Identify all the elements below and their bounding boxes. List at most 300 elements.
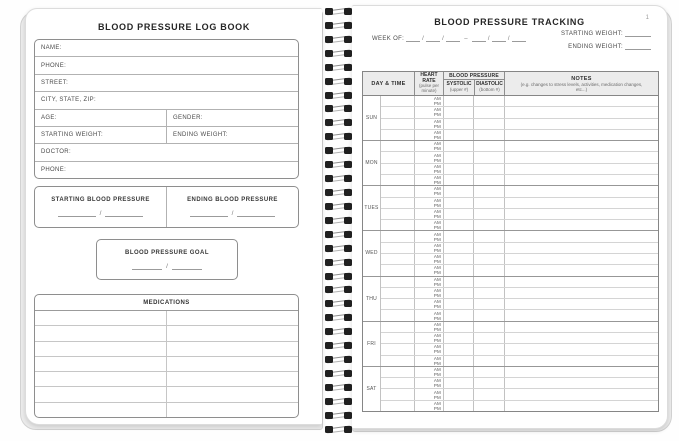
- info-row: [35, 126, 298, 143]
- am-label: AM: [433, 265, 441, 271]
- heart-rate-cell: [414, 265, 443, 275]
- am-label: AM: [433, 242, 441, 248]
- diastolic-cell: [473, 164, 504, 174]
- info-field-label: GENDER:: [166, 110, 298, 126]
- time-cell: [381, 243, 414, 253]
- day-group: [363, 321, 658, 366]
- coil-hole-left: [325, 245, 333, 252]
- systolic-cell: [443, 152, 473, 162]
- coil-hole-right: [344, 384, 352, 391]
- medication-row: [35, 402, 298, 417]
- systolic-cell: [443, 277, 473, 287]
- systolic-cell: [443, 389, 473, 399]
- date-slash: /: [442, 36, 445, 42]
- coil-hole-left: [325, 92, 333, 99]
- heart-rate-header-label: HEART RATE: [420, 72, 438, 84]
- am-label: AM: [433, 107, 441, 113]
- day-label: FRI: [363, 322, 381, 366]
- time-cell: [381, 367, 414, 377]
- day-time-header: DAY & TIME: [371, 80, 406, 87]
- heart-rate-cell: [414, 175, 443, 185]
- week-range-separator: –: [464, 36, 468, 42]
- ending-weight-line: [568, 44, 651, 50]
- diastolic-cell: [473, 152, 504, 162]
- heart-rate-cell: [414, 288, 443, 298]
- notes-cell: [504, 209, 658, 219]
- notes-cell: [504, 389, 658, 399]
- day-label: TUES: [363, 186, 381, 230]
- reading-row: [381, 367, 658, 377]
- spiral-coil: [320, 132, 357, 142]
- notes-header-label: NOTES: [571, 75, 592, 82]
- write-line: [512, 36, 526, 42]
- systolic-cell: [443, 378, 473, 388]
- diastolic-cell: [473, 277, 504, 287]
- am-label: AM: [433, 231, 441, 237]
- page-number: 1: [645, 15, 649, 21]
- diastolic-header-label: DIASTOLIC: [476, 81, 503, 88]
- heart-rate-cell: [414, 367, 443, 377]
- time-cell: [381, 310, 414, 320]
- bp-goal-write-line: [132, 263, 202, 270]
- coil-hole-right: [344, 161, 352, 168]
- spiral-coil: [320, 397, 357, 407]
- diastolic-cell: [473, 265, 504, 275]
- spiral-coil: [320, 258, 357, 268]
- write-line: [58, 211, 96, 217]
- coil-hole-left: [325, 412, 333, 419]
- date-slash: /: [507, 36, 510, 42]
- pm-label: PM: [433, 213, 441, 219]
- starting-weight-line: [561, 31, 651, 37]
- reading-row: [381, 343, 658, 354]
- time-cell: [381, 299, 414, 309]
- systolic-cell: [443, 175, 473, 185]
- systolic-header-label: SYSTOLIC: [446, 81, 472, 88]
- notes-cell: [504, 310, 658, 320]
- time-cell: [381, 265, 414, 275]
- pm-label: PM: [433, 405, 441, 411]
- coil-hole-right: [344, 217, 352, 224]
- spiral-coil: [320, 230, 357, 240]
- notes-cell: [504, 401, 658, 411]
- coil-hole-left: [325, 8, 333, 15]
- systolic-cell: [443, 231, 473, 241]
- medication-cell: [35, 403, 166, 417]
- reading-row: [381, 231, 658, 241]
- left-page-title: BLOOD PRESSURE LOG BOOK: [97, 22, 251, 32]
- reading-row: [381, 287, 658, 298]
- medications-table: [34, 294, 299, 418]
- time-cell: [381, 130, 414, 140]
- info-row: [35, 161, 298, 178]
- pm-label: PM: [433, 383, 441, 389]
- diastolic-cell: [473, 107, 504, 117]
- coil-hole-right: [344, 175, 352, 182]
- write-line: [426, 36, 440, 42]
- pm-label: PM: [433, 168, 441, 174]
- notes-cell: [504, 299, 658, 309]
- tracking-table: [362, 71, 659, 412]
- personal-info-table: [34, 39, 299, 179]
- heart-rate-cell: [414, 164, 443, 174]
- write-line: [237, 211, 275, 217]
- time-cell: [381, 389, 414, 399]
- am-label: AM: [433, 299, 441, 305]
- write-line: [105, 211, 143, 217]
- time-cell: [381, 141, 414, 151]
- notes-cell: [504, 198, 658, 208]
- spiral-binding: [320, 7, 357, 435]
- medication-cell: [35, 342, 166, 356]
- diastolic-cell: [473, 378, 504, 388]
- time-cell: [381, 198, 414, 208]
- info-row: [35, 40, 298, 56]
- coil-hole-right: [344, 259, 352, 266]
- heart-rate-cell: [414, 389, 443, 399]
- systolic-cell: [443, 141, 473, 151]
- day-rows: [381, 231, 658, 275]
- systolic-cell: [443, 401, 473, 411]
- coil-hole-right: [344, 8, 352, 15]
- info-field-label: PHONE:: [41, 166, 67, 173]
- info-row: [35, 109, 298, 126]
- coil-hole-left: [325, 64, 333, 71]
- ending-bp-section: [166, 187, 298, 227]
- day-rows: [381, 322, 658, 366]
- time-cell: [381, 209, 414, 219]
- reading-row: [381, 151, 658, 162]
- spiral-coil: [320, 21, 357, 31]
- reading-row: [381, 298, 658, 309]
- coil-hole-left: [325, 105, 333, 112]
- coil-hole-left: [325, 259, 333, 266]
- medication-cell: [35, 357, 166, 371]
- medications-title: MEDICATIONS: [35, 295, 298, 311]
- diastolic-cell: [473, 96, 504, 106]
- coil-hole-left: [325, 203, 333, 210]
- coil-hole-right: [344, 92, 352, 99]
- time-cell: [381, 175, 414, 185]
- weight-lines: [561, 31, 651, 50]
- reading-row: [381, 253, 658, 264]
- systolic-cell: [443, 333, 473, 343]
- heart-rate-cell: [414, 220, 443, 230]
- coil-hole-right: [344, 426, 352, 433]
- am-label: AM: [433, 378, 441, 384]
- diastolic-cell: [473, 367, 504, 377]
- am-label: AM: [433, 141, 441, 147]
- coil-hole-left: [325, 398, 333, 405]
- spiral-coil: [320, 411, 357, 421]
- coil-hole-right: [344, 231, 352, 238]
- am-label: AM: [433, 118, 441, 124]
- systolic-cell: [443, 198, 473, 208]
- am-label: AM: [433, 220, 441, 226]
- reading-row: [381, 277, 658, 287]
- notes-cell: [504, 378, 658, 388]
- medication-row: [35, 371, 298, 386]
- spiral-coil: [320, 216, 357, 226]
- pm-label: PM: [433, 191, 441, 197]
- pm-label: PM: [433, 247, 441, 253]
- heart-rate-cell: [414, 356, 443, 366]
- notes-cell: [504, 119, 658, 129]
- day-rows: [381, 186, 658, 230]
- diastolic-cell: [473, 141, 504, 151]
- heart-rate-cell: [414, 141, 443, 151]
- diastolic-cell: [473, 333, 504, 343]
- day-group: [363, 140, 658, 185]
- time-cell: [381, 378, 414, 388]
- reading-row: [381, 377, 658, 388]
- coil-hole-right: [344, 356, 352, 363]
- day-rows: [381, 96, 658, 140]
- heart-rate-cell: [414, 254, 443, 264]
- medication-cell: [35, 387, 166, 401]
- coil-hole-right: [344, 22, 352, 29]
- am-label: AM: [433, 163, 441, 169]
- spiral-coil: [320, 49, 357, 59]
- systolic-cell: [443, 96, 473, 106]
- diastolic-cell: [473, 310, 504, 320]
- bp-slash: /: [166, 262, 168, 270]
- spiral-coil: [320, 7, 357, 17]
- time-cell: [381, 107, 414, 117]
- coil-hole-left: [325, 22, 333, 29]
- day-label: SUN: [363, 96, 381, 140]
- coil-hole-left: [325, 50, 333, 57]
- pm-label: PM: [433, 270, 441, 276]
- heart-rate-cell: [414, 299, 443, 309]
- write-line: [625, 44, 651, 50]
- coil-hole-left: [325, 189, 333, 196]
- info-row: [35, 74, 298, 91]
- diastolic-cell: [473, 175, 504, 185]
- am-label: AM: [433, 333, 441, 339]
- blood-pressure-subheaders: [444, 80, 504, 95]
- am-label: AM: [433, 96, 441, 102]
- reading-row: [381, 355, 658, 366]
- write-line: [172, 264, 202, 270]
- systolic-cell: [443, 107, 473, 117]
- notes-cell: [504, 175, 658, 185]
- coil-hole-right: [344, 147, 352, 154]
- diastolic-cell: [473, 243, 504, 253]
- coil-hole-right: [344, 245, 352, 252]
- coil-hole-right: [344, 328, 352, 335]
- time-cell: [381, 186, 414, 196]
- day-group: [363, 366, 658, 411]
- medication-row: [35, 311, 298, 325]
- systolic-cell: [443, 209, 473, 219]
- coil-hole-left: [325, 342, 333, 349]
- heart-rate-cell: [414, 277, 443, 287]
- coil-hole-left: [325, 314, 333, 321]
- time-cell: [381, 322, 414, 332]
- medication-cell: [166, 342, 298, 356]
- notes-cell: [504, 107, 658, 117]
- blood-pressure-header-group: [443, 72, 504, 95]
- coil-hole-left: [325, 175, 333, 182]
- coil-hole-right: [344, 119, 352, 126]
- notes-cell: [504, 356, 658, 366]
- am-label: AM: [433, 276, 441, 282]
- heart-rate-cell: [414, 198, 443, 208]
- coil-hole-right: [344, 314, 352, 321]
- coil-hole-right: [344, 105, 352, 112]
- write-line: [406, 36, 420, 42]
- time-cell: [381, 220, 414, 230]
- coil-hole-left: [325, 426, 333, 433]
- heart-rate-cell: [414, 96, 443, 106]
- day-rows: [381, 367, 658, 411]
- heart-rate-header: [414, 72, 443, 95]
- spiral-coil: [320, 341, 357, 351]
- starting-bp-label: STARTING BLOOD PRESSURE: [51, 197, 150, 203]
- heart-rate-cell: [414, 333, 443, 343]
- spiral-coil: [320, 77, 357, 87]
- ending-weight-label: ENDING WEIGHT:: [568, 44, 623, 50]
- week-of-label: WEEK OF:: [372, 36, 405, 42]
- tracking-table-body: [363, 96, 658, 411]
- spiral-coil: [320, 104, 357, 114]
- time-cell: [381, 231, 414, 241]
- am-label: AM: [433, 400, 441, 406]
- systolic-cell: [443, 265, 473, 275]
- notes-header: [504, 72, 658, 95]
- reading-row: [381, 264, 658, 275]
- spiral-coil: [320, 146, 357, 156]
- medication-cell: [166, 403, 298, 417]
- spiral-coil: [320, 272, 357, 282]
- systolic-cell: [443, 130, 473, 140]
- info-field-label: PHONE:: [41, 62, 67, 69]
- info-field-label: DOCTOR:: [41, 149, 72, 156]
- diastolic-cell: [473, 344, 504, 354]
- systolic-cell: [443, 299, 473, 309]
- time-cell: [381, 288, 414, 298]
- medication-cell: [166, 387, 298, 401]
- heart-rate-header-sub: (pulse per minute): [418, 83, 439, 93]
- am-label: AM: [433, 310, 441, 316]
- systolic-cell: [443, 310, 473, 320]
- reading-row: [381, 219, 658, 230]
- medication-row: [35, 386, 298, 401]
- coil-hole-left: [325, 161, 333, 168]
- notes-cell: [504, 367, 658, 377]
- am-label: AM: [433, 355, 441, 361]
- coil-hole-right: [344, 300, 352, 307]
- coil-hole-right: [344, 398, 352, 405]
- reading-row: [381, 208, 658, 219]
- spiral-coil: [320, 355, 357, 365]
- spiral-coil: [320, 285, 357, 295]
- info-row: [35, 143, 298, 160]
- starting-bp-section: [35, 187, 166, 227]
- diastolic-cell: [473, 130, 504, 140]
- notes-cell: [504, 288, 658, 298]
- day-rows: [381, 277, 658, 321]
- pm-label: PM: [433, 134, 441, 140]
- medication-cell: [166, 357, 298, 371]
- heart-rate-cell: [414, 186, 443, 196]
- write-line: [492, 36, 506, 42]
- blood-pressure-header-label: BLOOD PRESSURE: [444, 72, 504, 80]
- spiral-coil: [320, 299, 357, 309]
- medication-cell: [35, 311, 166, 325]
- medication-cell: [35, 372, 166, 386]
- right-page: [352, 5, 668, 429]
- write-line: [625, 31, 651, 37]
- heart-rate-cell: [414, 130, 443, 140]
- reading-row: [381, 322, 658, 332]
- reading-row: [381, 129, 658, 140]
- coil-hole-left: [325, 328, 333, 335]
- notes-cell: [504, 186, 658, 196]
- notes-cell: [504, 344, 658, 354]
- pm-label: PM: [433, 101, 441, 107]
- heart-rate-cell: [414, 243, 443, 253]
- pm-label: PM: [433, 146, 441, 152]
- pm-label: PM: [433, 259, 441, 265]
- heart-rate-cell: [414, 322, 443, 332]
- diastolic-cell: [473, 186, 504, 196]
- reading-row: [381, 141, 658, 151]
- bp-goal-label: BLOOD PRESSURE GOAL: [125, 249, 209, 256]
- coil-hole-left: [325, 217, 333, 224]
- diastolic-header-sub: (bottom #): [479, 86, 500, 92]
- am-label: AM: [433, 186, 441, 192]
- starting-ending-bp-box: [34, 186, 299, 228]
- day-label: SAT: [363, 367, 381, 411]
- spiral-coil: [320, 369, 357, 379]
- am-label: AM: [433, 152, 441, 158]
- bp-slash: /: [231, 210, 234, 217]
- notes-cell: [504, 254, 658, 264]
- write-line: [472, 36, 486, 42]
- notes-cell: [504, 277, 658, 287]
- notes-header-sub: (e.g. changes to stress levels, activities, medication changes, etc...): [520, 81, 643, 92]
- systolic-cell: [443, 322, 473, 332]
- starting-weight-label: STARTING WEIGHT:: [560, 31, 623, 37]
- heart-rate-cell: [414, 231, 443, 241]
- coil-hole-left: [325, 119, 333, 126]
- systolic-cell: [443, 254, 473, 264]
- coil-hole-left: [325, 286, 333, 293]
- diastolic-cell: [473, 322, 504, 332]
- pm-label: PM: [433, 292, 441, 298]
- pm-label: PM: [433, 304, 441, 310]
- reading-row: [381, 197, 658, 208]
- coil-hole-left: [325, 147, 333, 154]
- pm-label: PM: [433, 180, 441, 186]
- spiral-coil: [320, 160, 357, 170]
- notes-cell: [504, 322, 658, 332]
- diastolic-cell: [473, 198, 504, 208]
- pm-label: PM: [433, 123, 441, 129]
- date-slash: /: [487, 36, 490, 42]
- medication-row: [35, 341, 298, 356]
- coil-hole-left: [325, 300, 333, 307]
- spiral-coil: [320, 202, 357, 212]
- notes-cell: [504, 220, 658, 230]
- info-field-label: STREET:: [41, 79, 69, 86]
- time-cell: [381, 164, 414, 174]
- am-label: AM: [433, 129, 441, 135]
- notes-cell: [504, 96, 658, 106]
- time-cell: [381, 152, 414, 162]
